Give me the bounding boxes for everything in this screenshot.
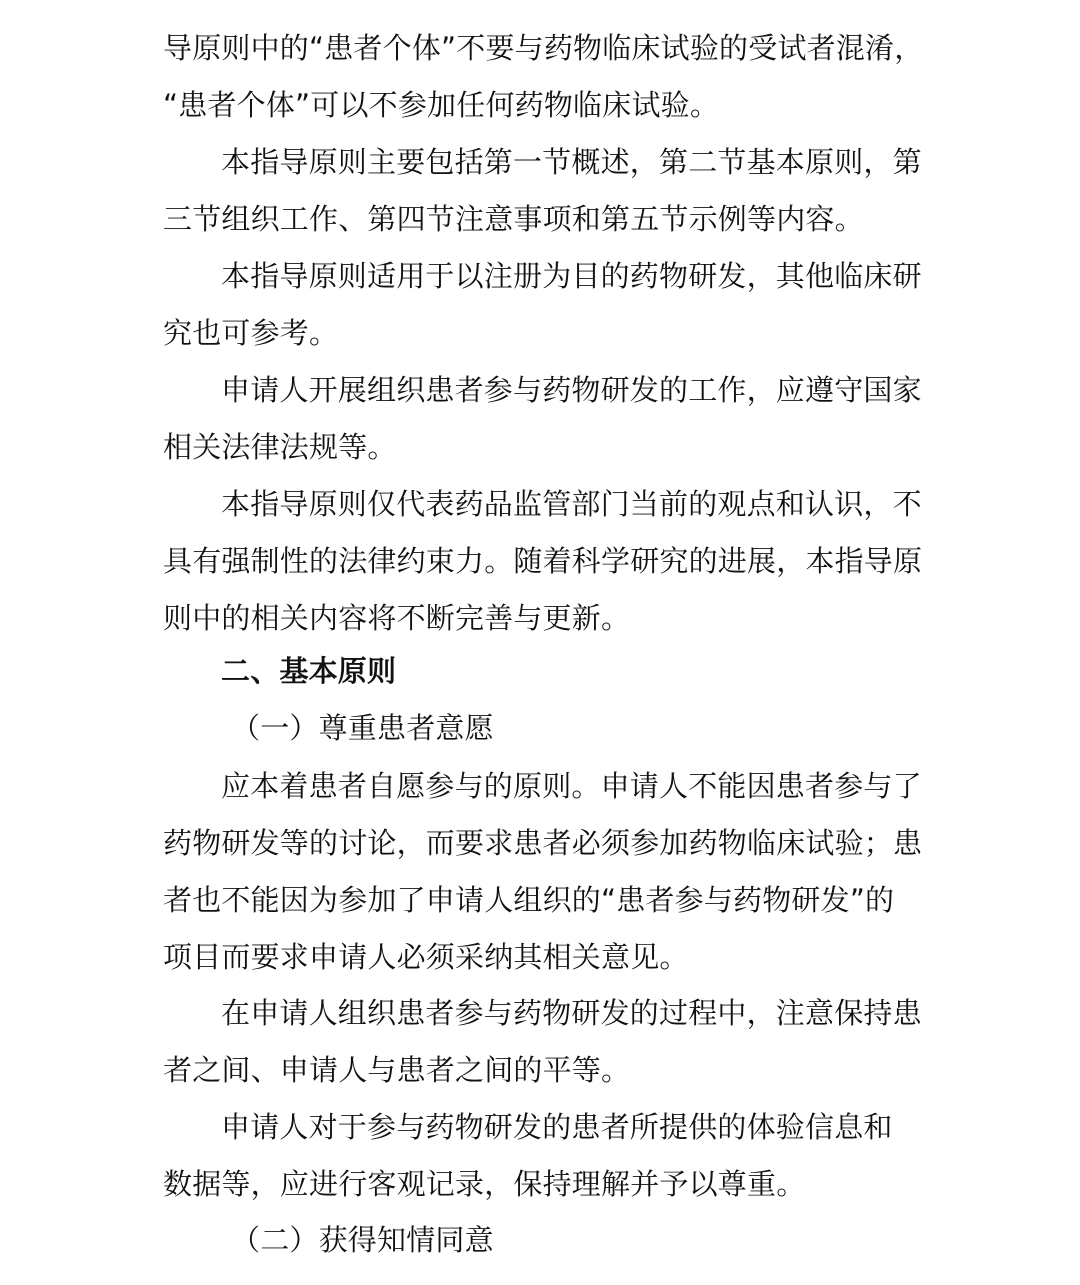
- paragraph-start: 本指导原则适用于以注册为目的药物研发，其他临床研: [221, 259, 922, 293]
- section-heading: 二、基本原则: [221, 654, 397, 688]
- text-line: 三节组织工作、第四节注意事项和第五节示例等内容。: [163, 202, 864, 236]
- paragraph-start: 应本着患者自愿参与的原则。申请人不能因患者参与了: [221, 769, 922, 803]
- text-line: 导原则中的“患者个体”不要与药物临床试验的受试者混淆，: [163, 31, 924, 65]
- text-line: 者也不能因为参加了申请人组织的“患者参与药物研发”的: [163, 883, 895, 917]
- paragraph-start: 本指导原则主要包括第一节概述，第二节基本原则，第: [221, 145, 922, 179]
- paragraph-start: 本指导原则仅代表药品监管部门当前的观点和认识，不: [221, 487, 922, 521]
- text-line: 则中的相关内容将不断完善与更新。: [163, 601, 631, 635]
- text-line: 相关法律法规等。: [163, 430, 397, 464]
- text-line: “患者个体”可以不参加任何药物临床试验。: [163, 88, 720, 122]
- paragraph-start: 申请人对于参与药物研发的患者所提供的体验信息和: [221, 1110, 893, 1144]
- text-line: 具有强制性的法律约束力。随着科学研究的进展，本指导原: [163, 544, 923, 578]
- subsection-heading: （二）获得知情同意: [231, 1223, 494, 1257]
- paragraph-start: 在申请人组织患者参与药物研发的过程中，注意保持患: [221, 996, 922, 1030]
- text-line: 药物研发等的讨论，而要求患者必须参加药物临床试验；患: [163, 826, 923, 860]
- text-line: 者之间、申请人与患者之间的平等。: [163, 1053, 631, 1087]
- subsection-heading: （一）尊重患者意愿: [231, 711, 494, 745]
- text-line: 项目而要求申请人必须采纳其相关意见。: [163, 940, 689, 974]
- paragraph-start: 申请人开展组织患者参与药物研发的工作，应遵守国家: [221, 373, 922, 407]
- text-line: 数据等，应进行客观记录，保持理解并予以尊重。: [163, 1167, 806, 1201]
- text-line: 究也可参考。: [163, 316, 339, 350]
